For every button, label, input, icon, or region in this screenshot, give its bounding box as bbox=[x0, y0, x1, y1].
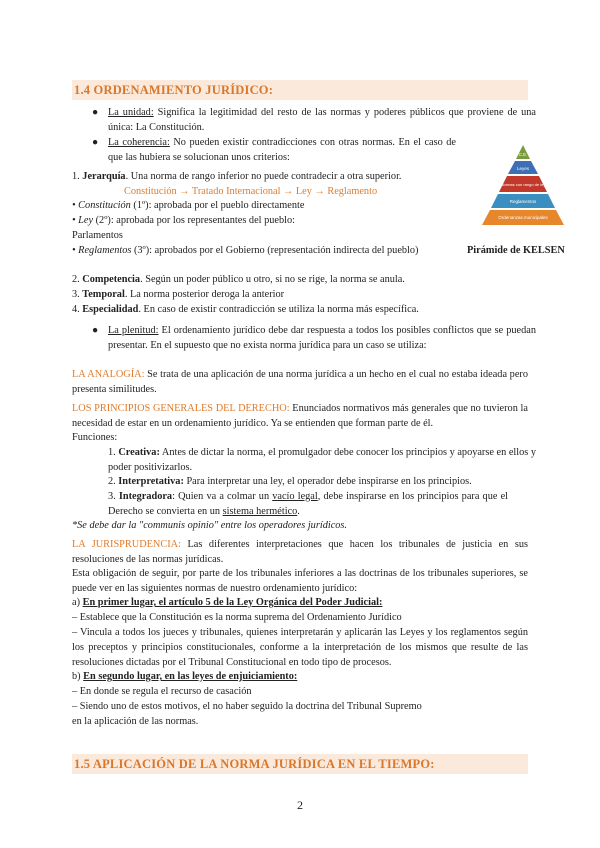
kelsen-pyramid-image bbox=[478, 143, 568, 227]
section-heading-1-4: 1.4 ORDENAMIENTO JURÍDICO: bbox=[72, 80, 528, 100]
principios-paragraph: LOS PRINCIPIOS GENERALES DEL DERECHO: Enunciados normativos más generales que no tuvieron la necesidad de estar en un ordenamiento jurídico. Ya se entienden que forman parte de él. bbox=[72, 403, 528, 429]
item-b-2-cont: en la aplicación de las normas. bbox=[72, 716, 199, 727]
ley-line: • Ley (2º): aprobada por los representantes del pueblo: bbox=[72, 215, 295, 226]
analogia-paragraph: LA ANALOGÍA: Se trata de una aplicación de una norma jurídica a un hecho en el cual no estaba ideada pero presenta similitudes. bbox=[72, 369, 528, 395]
pyramid-level-4: Reglamentos bbox=[509, 199, 537, 204]
pyramid-level-2: Leyes bbox=[516, 166, 530, 171]
page-number: 2 bbox=[297, 798, 303, 812]
pyramid-level-3: Normas con rango de ley bbox=[500, 182, 546, 187]
item-a-1: – Establece que la Constitución es la norma suprema del Ordenamiento Jurídico bbox=[72, 612, 402, 623]
bullet-unidad: La unidad: Significa la legitimidad del resto de las normas y poderes públicos que proviene de una única: La Constitución. bbox=[108, 107, 536, 133]
bullet-dot: ● bbox=[92, 325, 99, 336]
item-a-title: a) En primer lugar, el artículo 5 de la Ley Orgánica del Poder Judicial: bbox=[72, 597, 383, 608]
funcion-creativa: 1. Creativa: Antes de dictar la norma, el promulgador debe conocer los principios y apoyarse en ellos y poder positivizarlos. bbox=[108, 447, 536, 473]
bullet-coherencia: La coherencia: No pueden existir contradicciones con otras normas. En el caso de que las hubiera se solucionan unos criterios: bbox=[108, 137, 456, 163]
reglamentos-line: • Reglamentos (3º): aprobados por el Gobierno (representación indirecta del pueblo) bbox=[72, 245, 419, 256]
bullet-plenitud: La plenitud: El ordenamiento jurídico debe dar respuesta a todos los posibles conflictos que se puedan presentar. En el supuesto que no exista norma jurídica para un caso se utiliza: bbox=[108, 325, 536, 351]
funcion-integradora: 3. Integradora: Quien va a colmar un vacío legal, debe inspirarse en los principios para que el Derecho se convierta en un sistema hermético. bbox=[108, 491, 509, 517]
parlamentos-line: Parlamentos bbox=[72, 230, 123, 241]
criterio-especialidad: 4. Especialidad. En caso de existir contradicción se utiliza la norma más específica. bbox=[72, 304, 419, 315]
item-b-2: – Siendo uno de estos motivos, el no haber seguido la doctrina del Tribunal Supremo bbox=[72, 701, 422, 712]
criterio-jerarquia: 1. Jerarquía. Una norma de rango inferior no puede contradecir a otra superior. bbox=[72, 171, 402, 182]
hierarchy-line: Constitución → Tratado Internacional → Ley → Reglamento bbox=[124, 186, 378, 197]
pyramid-level-1: C.E. bbox=[518, 152, 528, 157]
funcion-interpretativa: 2. Interpretativa: Para interpretar una ley, el operador debe inspirarse en los principios. bbox=[108, 476, 472, 487]
bullet-dot: ● bbox=[92, 107, 99, 118]
pyramid-caption: Pirámide de KELSEN bbox=[467, 245, 565, 256]
jurisprudencia-paragraph: LA JURISPRUDENCIA: Las diferentes interpretaciones que hacen los tribunales de justicia en sus resoluciones de las normas jurídicas. bbox=[72, 539, 528, 565]
item-b-title: b) En segundo lugar, en las leyes de enjuiciamiento: bbox=[72, 671, 298, 682]
constitucion-line: • Constitución (1º): aprobada por el pueblo directamente bbox=[72, 200, 305, 211]
obligacion-paragraph: Esta obligación de seguir, por parte de los tribunales inferiores a las doctrinas de los tribunales superiores, se puede ver en las siguientes normas de nuestro ordenamiento jurídico: bbox=[72, 568, 528, 594]
item-b-1: – En donde se regula el recurso de casación bbox=[72, 686, 252, 697]
bullet-dot: ● bbox=[92, 137, 99, 148]
pyramid-level-5: Ordenanzas municipales bbox=[498, 215, 548, 220]
communis-note: *Se debe dar la "communis opinio" entre los operadores jurídicos. bbox=[72, 520, 348, 531]
item-a-2: – Vincula a todos los jueces y tribunales, quienes interpretarán y aplicarán las Leyes y los reglamentos según los preceptos y principios constitucionales, conforme a la interpretación de los mismos que resulte de las resoluciones dictadas por el Tribunal Constitucional en todo tipo de procesos. bbox=[72, 627, 528, 668]
funciones-label: Funciones: bbox=[72, 432, 118, 443]
section-heading-1-5: 1.5 APLICACIÓN DE LA NORMA JURÍDICA EN EL TIEMPO: bbox=[72, 754, 528, 774]
criterio-competencia: 2. Competencia. Según un poder público u otro, si no se rige, la norma se anula. bbox=[72, 274, 405, 285]
criterio-temporal: 3. Temporal. La norma posterior deroga la anterior bbox=[72, 289, 285, 300]
